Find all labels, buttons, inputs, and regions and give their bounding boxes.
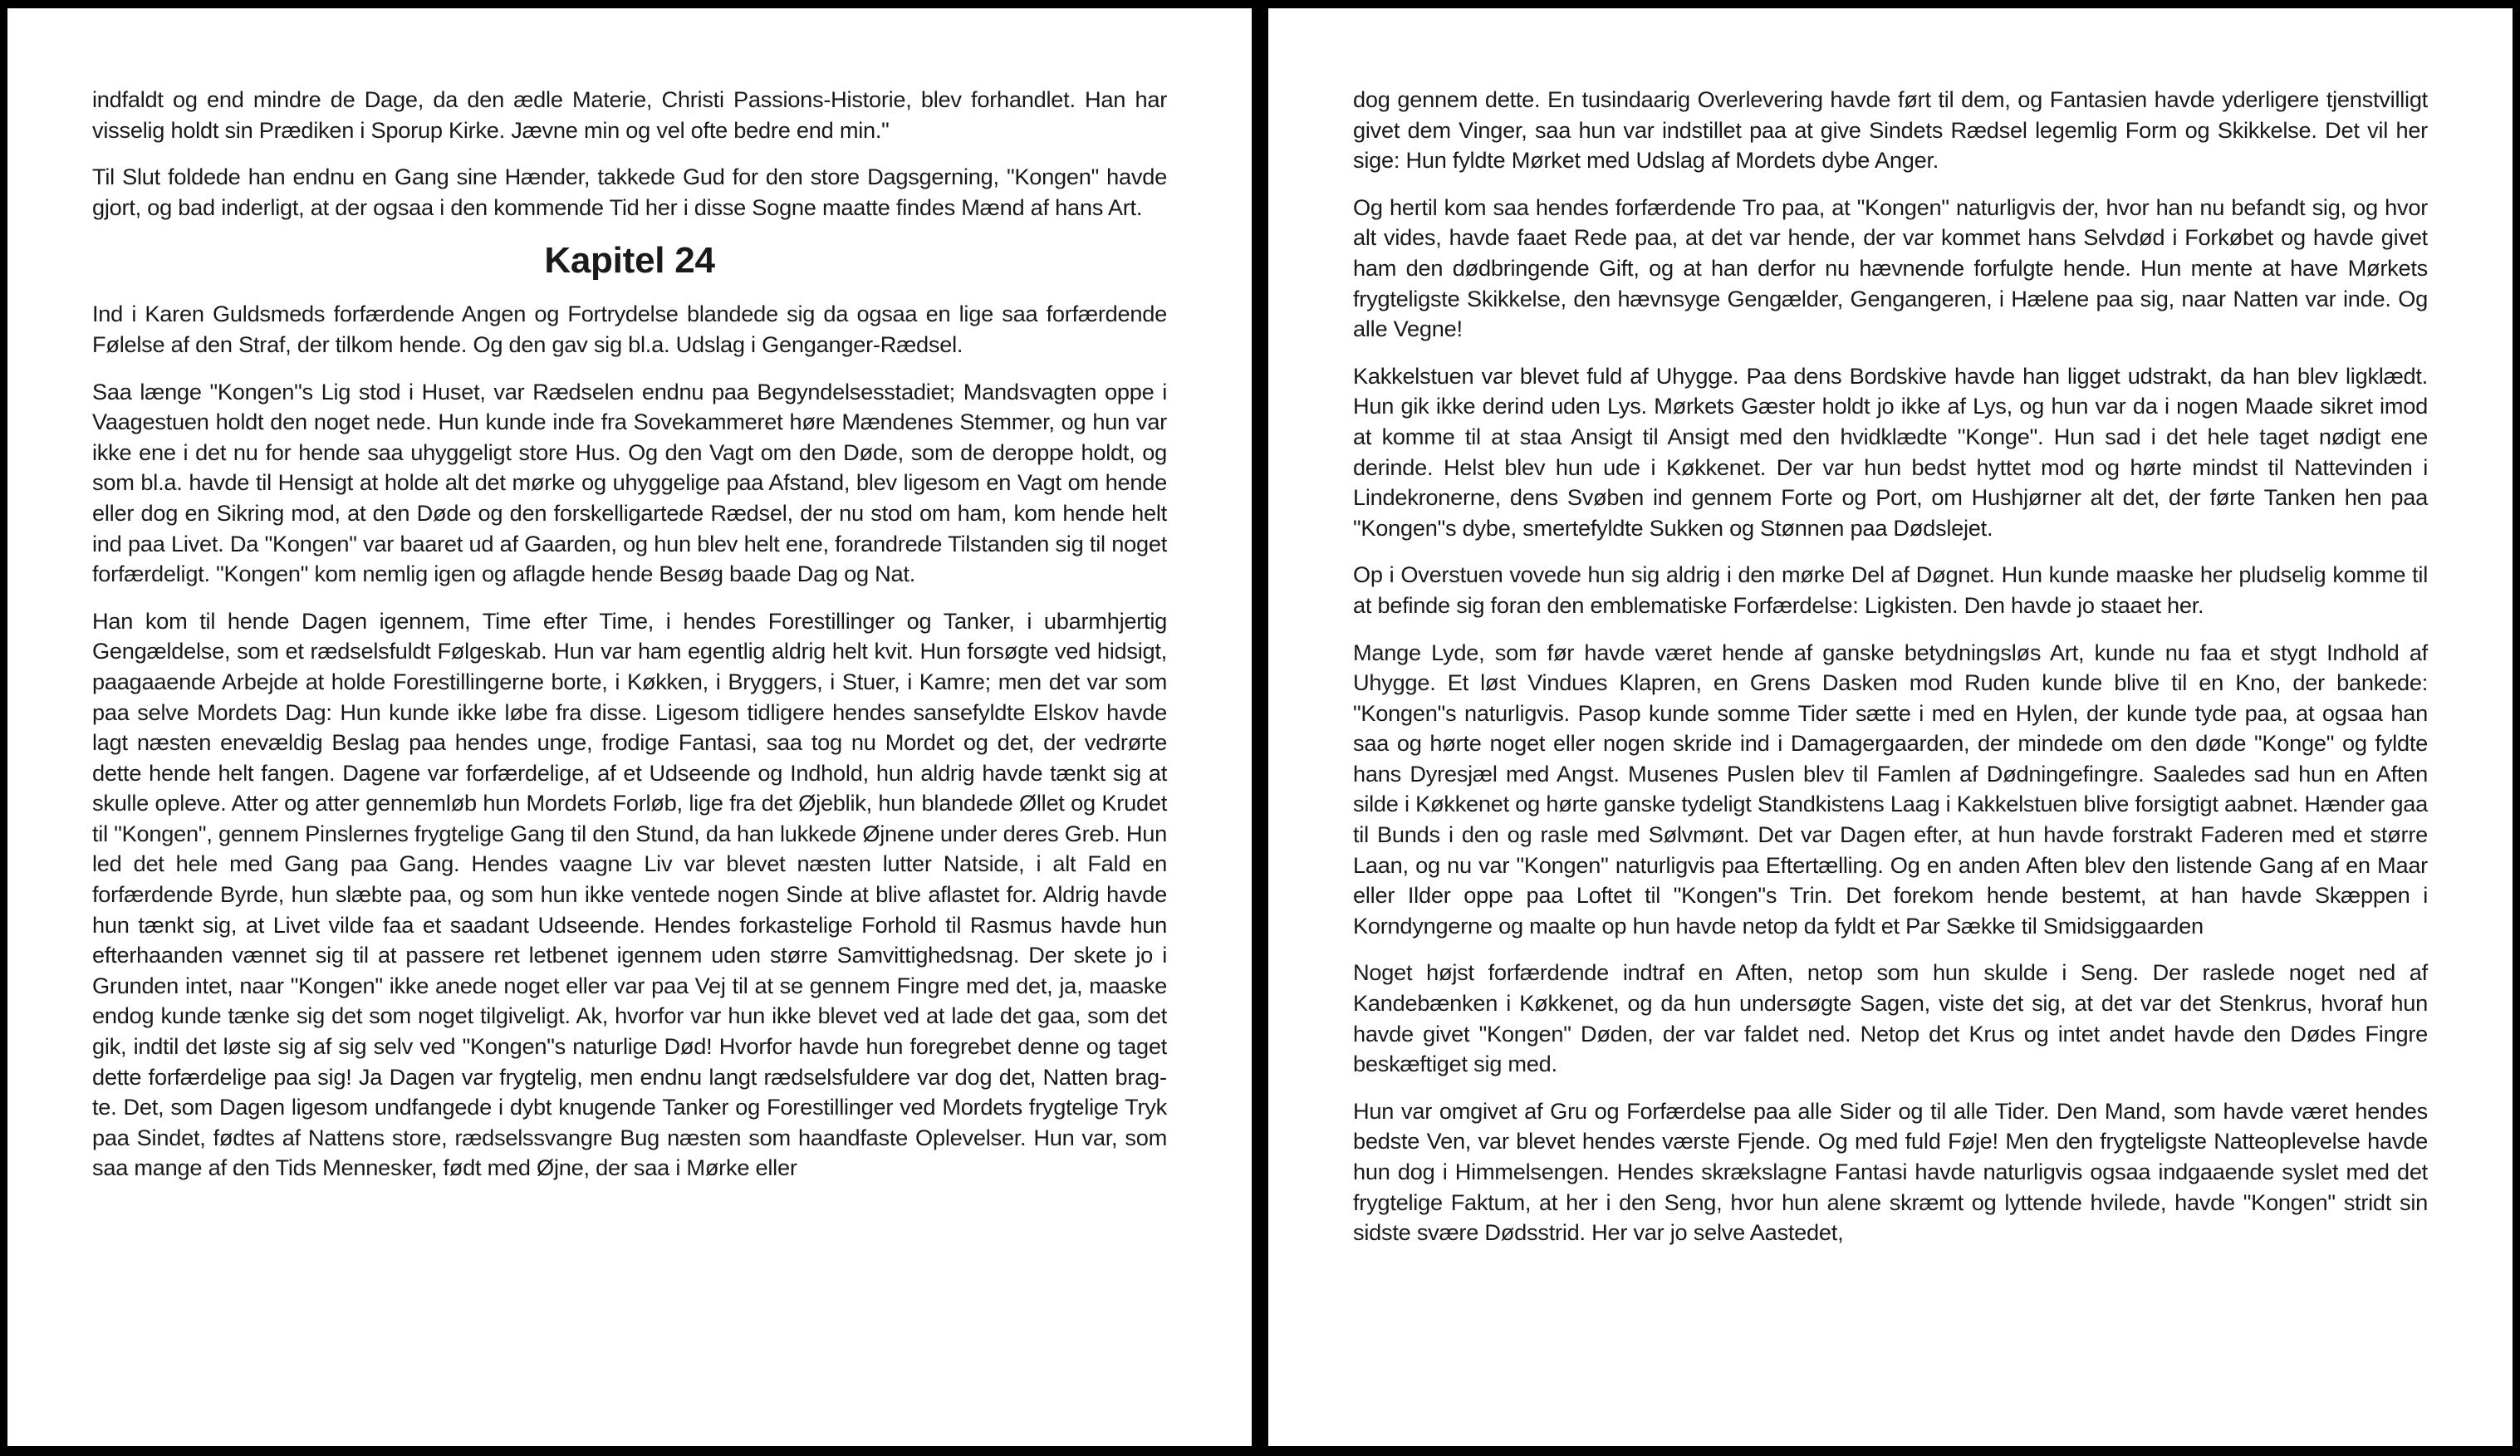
paragraph: Saa længe "Kongen"s Lig stod i Huset, var Rædselen endnu paa Begyndelsesstadiet; Mandsvagten oppe i Vaagestuen holdt den noget nede. Hun kunde inde fra Sovekammeret høre Mændenes Stemmer, og hun var ikke ene i det nu for hende saa uhyggeligt store Hus. Og den Vagt om den Døde, som de deroppe holdt, og som bl.a. havde til Hensigt at holde alt det mørke og uhyggelige paa Afstand, blev ligesom en Vagt om hende eller dog en Sikring mod, at den Døde og den forskelligartede Rædsel, der nu stod om ham, kom hende helt ind paa Livet. Da "Kongen" var baaret ud af Gaarden, og hun blev helt ene, forandrede Tilstanden sig til noget forfærdeligt. "Kongen" kom nemlig igen og aflagde hende Besøg baade Dag og Nat. xyxy=(92,378,1167,587)
paragraph: Kakkelstuen var blevet fuld af Uhygge. Paa dens Bordskive havde han ligget udstrakt, da han blev ligklædt. Hun gik ikke derind uden Lys. Mørkets Gæster holdt jo ikke af Lys, og hun var da i nogen Maade sikret imod at komme til at staa Ansigt til Ansigt med den hvidklædte "Konge". Hun sad i det hele taget nødigt ene derinde. Helst blev hun ude i Køkkenet. Der var hun bedst hyttet mod og hørte mindst til Nattevinden i Lindekronerne, dens Svøben ind gennem Forte og Port, om Hushjørner alt det, der førte Tanken hen paa "Kongen"s dybe, smertefyldte Sukken og Stønnen paa Dødslejet. xyxy=(1353,362,2428,541)
paragraph: Op i Overstuen vovede hun sig aldrig i den mørke Del af Døgnet. Hun kunde maaske her pludselig komme til at befinde sig foran den emblematiske Forfærdelse: Ligkisten. Den havde jo staaet her. xyxy=(1353,561,2428,618)
paragraph: Noget højst forfærdende indtraf en Aften, netop som hun skulde i Seng. Der raslede noget ned af Kandebænken i Køkkenet, og da hun undersøgte Sagen, viste det sig, at det var det Stenkrus, hvoraf hun havde givet "Kongen" Døden, der var faldet ned. Netop det Krus og intet andet havde den Dødes Fingre beskæftiget sig med. xyxy=(1353,959,2428,1077)
right-page-text xyxy=(1353,85,2428,1265)
paragraph: Til Slut foldede han endnu en Gang sine Hænder, takkede Gud for den store Dagsgerning, "Kongen" havde gjort, og bad inderligt, at der ogsaa i den kommende Tid her i disse Sogne maatte findes Mænd af hans Art. xyxy=(92,164,1167,220)
left-page xyxy=(7,8,1252,1446)
paragraph: indfaldt og end mindre de Dage, da den ædle Materie, Christi Passions-Historie, blev forhandlet. Han har visselig holdt sin Prædiken i Sporup Kirke. Jævne min og vel ofte bedre end min." xyxy=(92,86,1167,143)
paragraph: Ind i Karen Guldsmeds forfærdende Angen og Fortrydelse blandede sig da ogsaa en lige saa forfærdende Følelse af den Straf, der tilkom hende. Og den gav sig bl.a. Udslag i Genganger-Rædsel. xyxy=(92,301,1167,357)
paragraph: Han kom til hende Dagen igennem, Time efter Time, i hendes Forestillinger og Tanker, i ubarmhjertig Gengældelse, som et rædselsfuldt Følgeskab. Hun var ham egentlig aldrig helt kvit. Hun forsøgte ved hidsigt, paagaaende Arbejde at holde Forestillingerne borte, i Køkken, i Bryggers, i Stuer, i Kamre; men det var som paa selve Mordets Dag: Hun kunde ikke løbe fra disse. Ligesom tidligere hendes sansefyldte Elskov havde lagt næsten enevældig Beslag paa hendes unge, frodige Fantasi, saa tog nu Mordet og det, der vedrørte dette hende helt fangen. Dagene var forfærdelige, af et Udseende og Indhold, hun aldrig havde tænkt sig at skulle opleve. Atter og atter gennemløb hun Mordets Forløb, lige fra det Øjeblik, hun blandede Øllet og Krudet til "Kongen", gennem Pinslernes frygtelige Gang til den Stund, da han lukkede Øjnene under deres Greb. Hun led det hele med Gang paa Gang. Hendes vaagne Liv var blevet næsten lutter Natside, i alt Fald en forfærdende Byrde, hun slæbte paa, og som hun ikke ventede nogen Sinde at blive aflastet for. Aldrig havde hun tænkt sig, at Livet vilde faa et saadant Udseende. Hendes forkastelige Forhold til Rasmus havde hun efterhaanden vænnet sig til at passere ret letbenet igennem uden større Samvittighedsnag. Der skete jo i Grunden intet, naar "Kongen" ikke anede noget eller var paa Vej til at se gennem Fingre med det, ja, maaske endog kunde tænke sig det som noget tilgiveligt. Ak, hvorfor var hun ikke blevet ved at lade det gaa, som det gik, indtil det løste sig af sig selv ved "Kongen"s naturlige Død! Hvorfor havde hun foregrebet denne og taget dette forfærdelige paa sig! Ja Dagen var frygtelig, men endnu langt rædselsfuldere var dog det, Natten bragte. Det, som Dagen ligesom undfangede i dybt knugende Tanker og Forestillinger ved Mordets frygtelige Tryk paa Sindet, fødtes af Nattens store, rædselssvangre Bug næsten som haandfaste Oplevelser. Hun var, som saa mange af den Tids Mennesker, født med Øjne, der saa i Mørke eller xyxy=(92,607,1167,1181)
chapter-title: Kapitel 24 xyxy=(544,240,715,282)
left-page-text xyxy=(92,85,1167,1200)
paragraph: dog gennem dette. En tusindaarig Overlevering havde ført til dem, og Fantasien havde yderligere tjenstvilligt givet dem Vinger, saa hun var indstillet paa at give Sindets Rædsel legemlig Form og Skikkelse. Det vil her sige: Hun fyldte Mørket med Udslag af Mordets dybe Anger. xyxy=(1353,86,2428,174)
paragraph: Hun var omgivet af Gru og Forfærdelse paa alle Sider og til alle Tider. Den Mand, som havde været hendes bedste Ven, var blevet hendes værste Fjende. Og med fuld Føje! Men den frygteligste Natteoplevelse havde hun dog i Himmelsengen. Hendes skrækslagne Fantasi havde naturligvis ogsaa indgaaende syslet med det frygtelige Faktum, at her i den Seng, hvor hun alene skræmt og lyttende hvilede, havde "Kongen" stridt sin sidste svære Dødsstrid. Her var jo selve Aastedet, xyxy=(1353,1097,2428,1246)
right-page xyxy=(1268,8,2513,1446)
paragraph: Mange Lyde, som før havde været hende af ganske betydningsløs Art, kunde nu faa et stygt Indhold af Uhygge. Et løst Vindues Klapren, en Grens Dasken mod Ruden kunde blive til en Kno, der bankede: "Kongen"s naturligvis. Pasop kunde somme Tider sætte i med en Hylen, der kunde tyde paa, at ogsaa han saa og hørte noget eller nogen skride ind i Damagergaarden, der mindede om den døde "Konge" og fyldte hans Dyresjæl med Angst. Musenes Puslen blev til Famlen af Dødningefingre. Saaledes sad hun en Aften silde i Køkkenet og hørte ganske tydeligt Standkistens Laag i Kakkelstuen blive forsigtigt aabnet. Hænder gaa til Bunds i den og rasle med Sølvmønt. Det var Dagen efter, at hun havde forstrakt Faderen med et større Laan, og nu var "Kongen" naturligvis paa Eftertælling. Og en anden Aften blev den listende Gang af en Maar eller Ilder oppe paa Loftet til "Kongen"s Trin. Det forekom hende bestemt, at han havde Skæppen i Korndyngerne og maalte op hun havde netop da fyldt et Par Sække til Smidsiggaarden xyxy=(1353,639,2428,939)
paragraph: Og hertil kom saa hendes forfærdende Tro paa, at "Kongen" naturligvis der, hvor han nu befandt sig, og hvor alt vides, havde faaet Rede paa, at det var hende, der var kommet hans Selvdød i Forkøbet og havde givet ham den dødbringende Gift, og at han derfor nu hævnende forfulgte hende. Hun mente at have Mørkets frygteligste Skikkelse, den hævnsyge Gengælder, Gengangeren, i Hælene paa sig, naar Natten var inde. Og alle Vegne! xyxy=(1353,194,2428,342)
